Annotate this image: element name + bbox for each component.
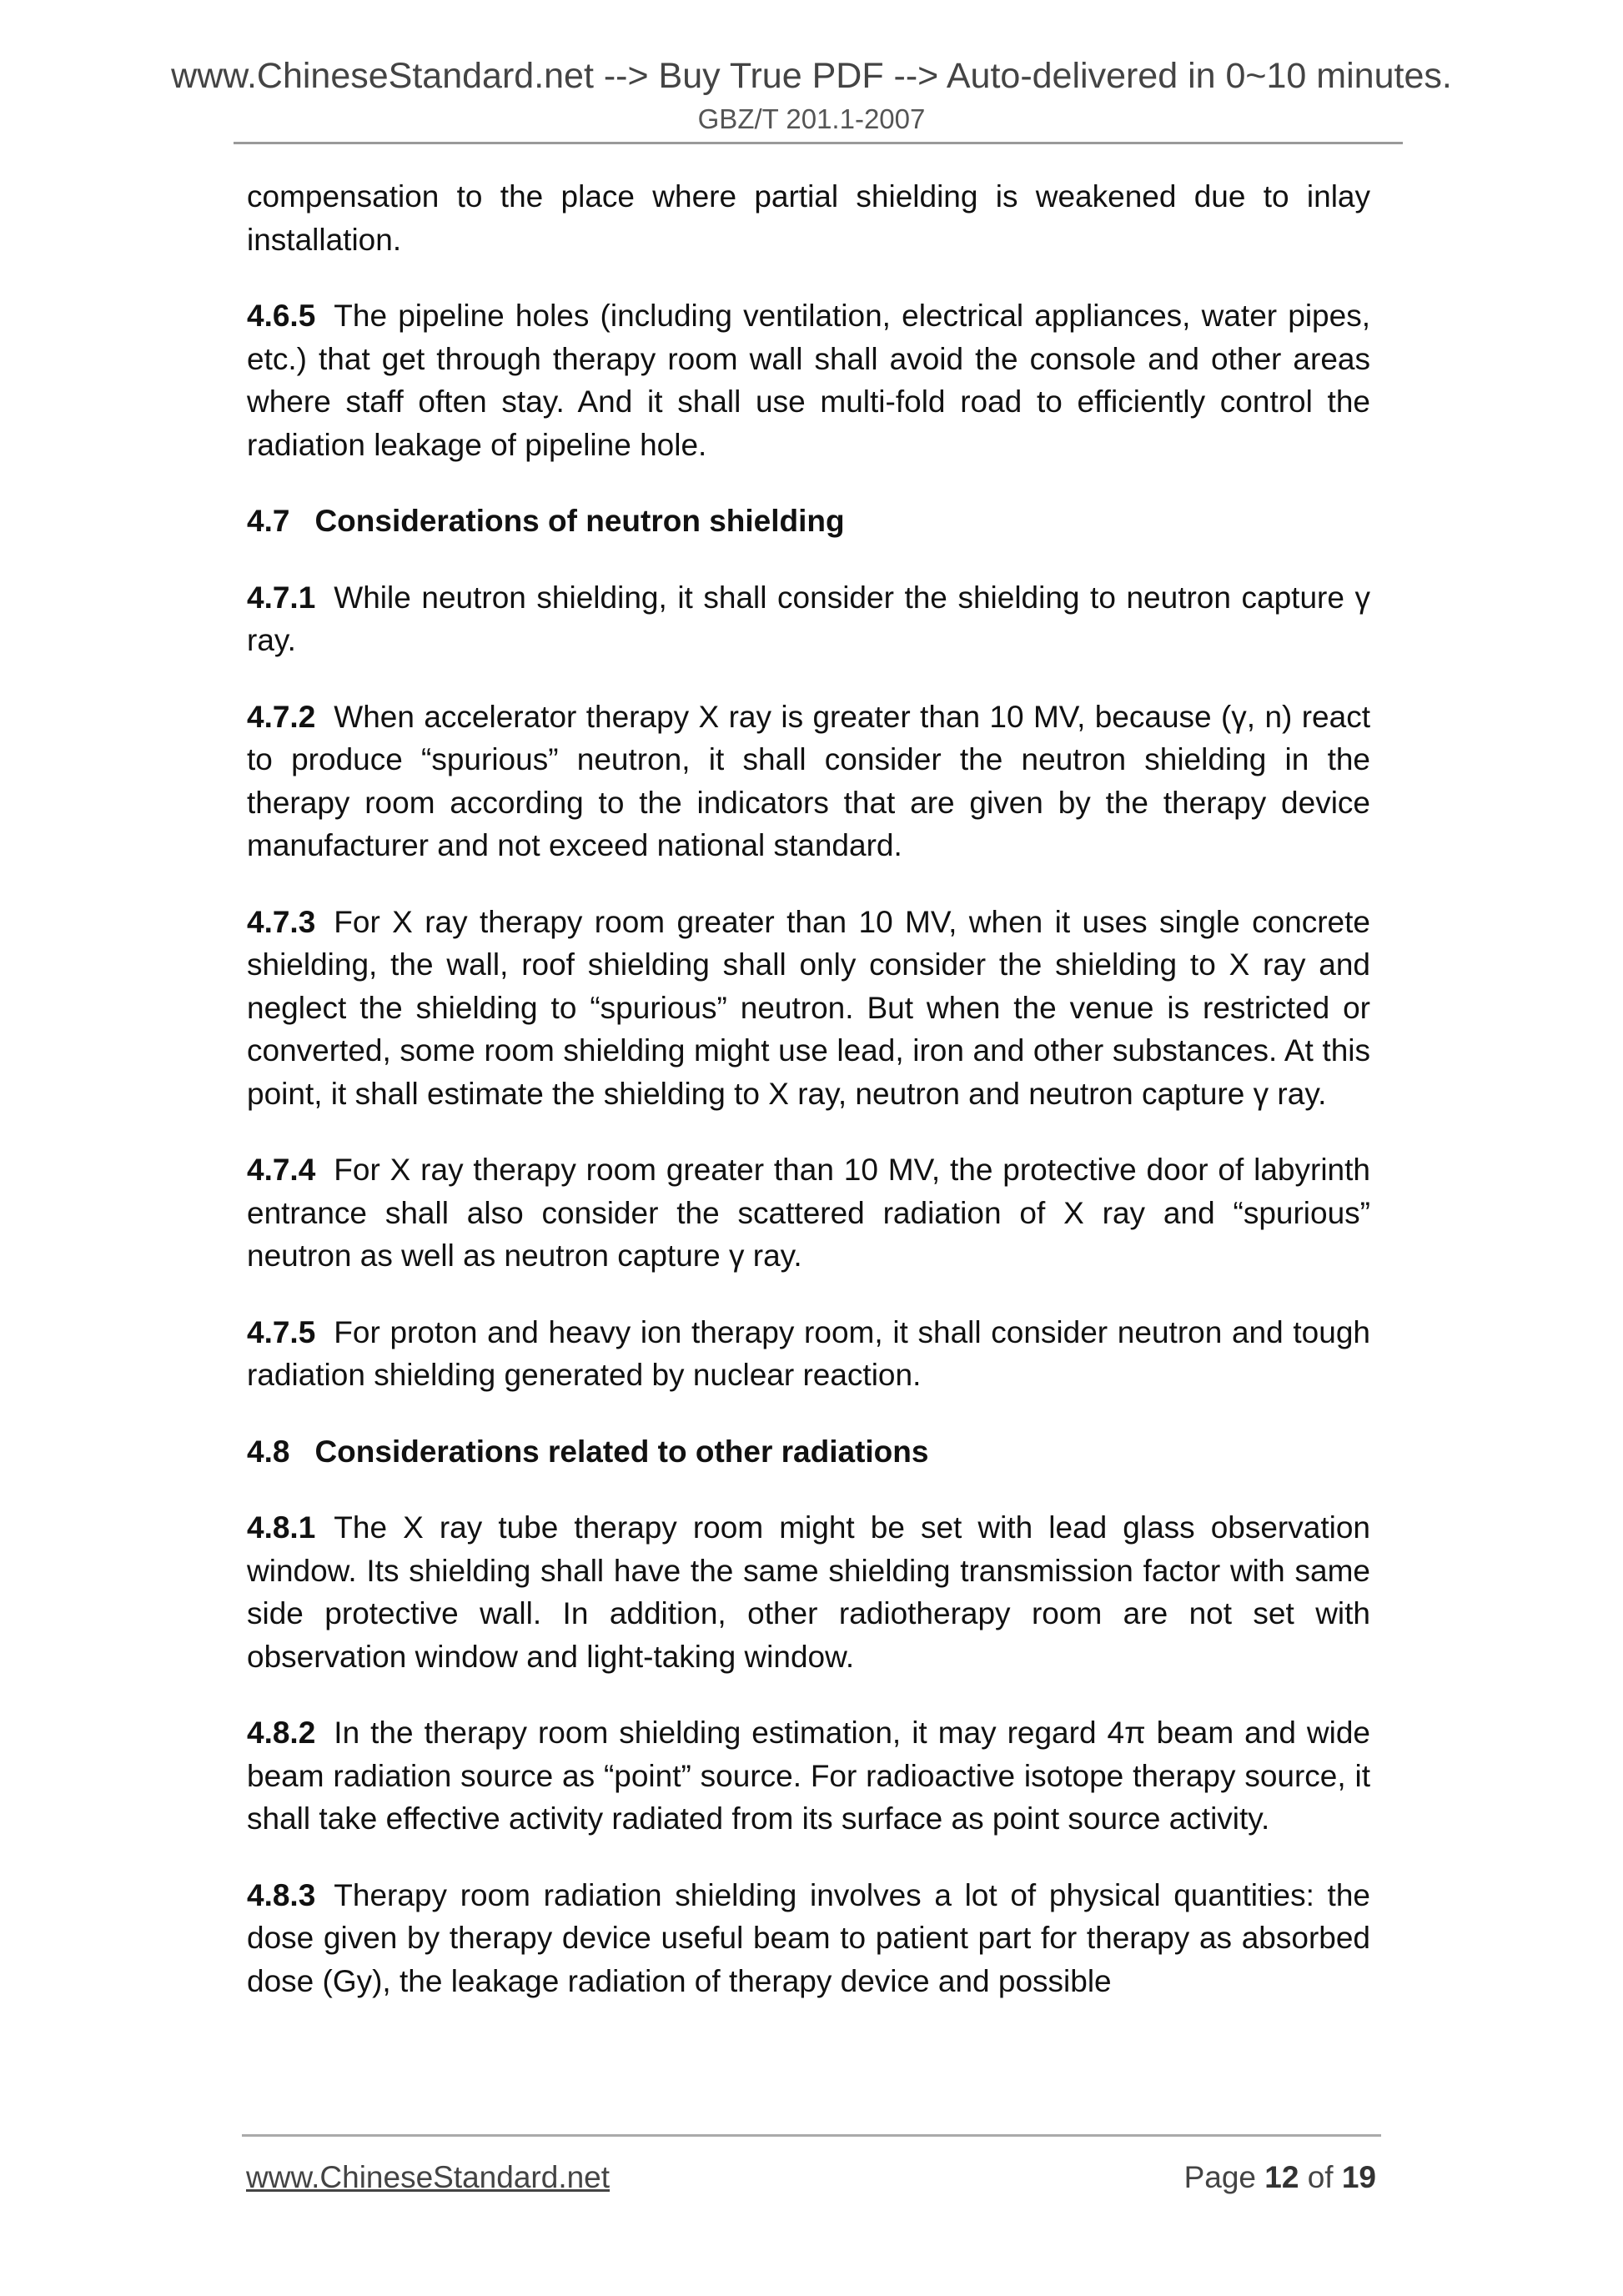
page-indicator <box>1184 2160 1376 2195</box>
clause-number: 4.7.2 <box>247 699 316 734</box>
clause-number: 4.7.1 <box>247 580 316 615</box>
header-banner: www.ChineseStandard.net --> Buy True PDF --> Auto-delivered in 0~10 minutes. <box>171 56 1452 96</box>
heading-text: Considerations of neutron shielding <box>314 504 845 538</box>
clause-text: While neutron shielding, it shall consider the shielding to neutron capture γ ray. <box>247 580 1370 657</box>
page-of: of <box>1307 2160 1334 2194</box>
clause-text: For proton and heavy ion therapy room, it shall consider neutron and tough radiation shielding generated by nuclear reaction. <box>247 1314 1370 1392</box>
clause-text: For X ray therapy room greater than 10 MV, the protective door of labyrinth entrance shall also consider the scattered radiation of X ray and “spurious” neutron as well as neutron capture γ ray. <box>247 1153 1370 1273</box>
clause-text: The pipeline holes (including ventilation, electrical appliances, water pipes, etc.) that get through therapy room wall shall avoid the console and other areas where staff often stay. And it shall use multi-fold road to efficiently control the radiation leakage of pipeline hole. <box>247 299 1370 462</box>
document-body <box>247 175 1370 2036</box>
clause-number: 4.8.2 <box>247 1716 316 1750</box>
document-code: GBZ/T 201.1-2007 <box>697 103 926 134</box>
clause-text: In the therapy room shielding estimation, it may regard 4π beam and wide beam radiation source as “point” source. For radioactive isotope therapy source, it shall take effective activity radiated from its surface as point source activity. <box>247 1716 1370 1836</box>
clause-text: The X ray tube therapy room might be set with lead glass observation window. Its shielding shall have the same shielding transmission factor with same side protective wall. In addition, other radiotherapy room are not set with observation window and light-taking window. <box>247 1510 1370 1674</box>
clause-paragraph <box>247 1874 1370 2003</box>
clause-number: 4.8 <box>247 1434 290 1469</box>
footer-divider <box>242 2134 1381 2137</box>
clause-paragraph <box>247 901 1370 1116</box>
clause-paragraph <box>247 1506 1370 1678</box>
clause-number: 4.8.3 <box>247 1877 316 1912</box>
page-total: 19 <box>1341 2160 1376 2194</box>
clause-paragraph <box>247 175 1370 261</box>
clause-number: 4.8.1 <box>247 1510 316 1545</box>
clause-paragraph <box>247 576 1370 662</box>
clause-paragraph <box>247 1711 1370 1841</box>
heading-text: Considerations related to other radiations <box>314 1434 929 1469</box>
clause-paragraph <box>247 696 1370 867</box>
clause-text: compensation to the place where partial shielding is weakened due to inlay installation. <box>247 179 1370 257</box>
section-heading <box>247 1430 1370 1474</box>
clause-number: 4.6.5 <box>247 299 316 333</box>
clause-text: For X ray therapy room greater than 10 MV, when it uses single concrete shielding, the wall, roof shielding shall only consider the shielding to X ray and neglect the shielding to “spurious” neutron. But when the venue is restricted or converted, some room shielding might use lead, iron and other substances. At this point, it shall estimate the shielding to X ray, neutron and neutron capture γ ray. <box>247 904 1370 1111</box>
page-prefix: Page <box>1183 2160 1256 2194</box>
clause-number: 4.7.3 <box>247 904 316 939</box>
footer-site-link[interactable]: www.ChineseStandard.net <box>246 2160 611 2194</box>
header-divider <box>234 142 1403 144</box>
clause-text: When accelerator therapy X ray is greater than 10 MV, because (γ, n) react to produce “spurious” neutron, it shall consider the neutron shielding in the therapy room according to the indicators that are given by the therapy device manufacturer and not exceed national standard. <box>247 699 1370 862</box>
page-current: 12 <box>1264 2160 1299 2194</box>
clause-number: 4.7.5 <box>247 1314 316 1349</box>
section-heading <box>247 500 1370 543</box>
clause-paragraph <box>247 294 1370 466</box>
clause-number: 4.7 <box>247 504 290 538</box>
clause-text: Therapy room radiation shielding involves a lot of physical quantities: the dose given by therapy device useful beam to patient part for therapy as absorbed dose (Gy), the leakage radiation of therapy device and possible <box>247 1877 1370 1998</box>
clause-paragraph <box>247 1148 1370 1278</box>
clause-paragraph <box>247 1311 1370 1397</box>
clause-number: 4.7.4 <box>247 1153 316 1187</box>
